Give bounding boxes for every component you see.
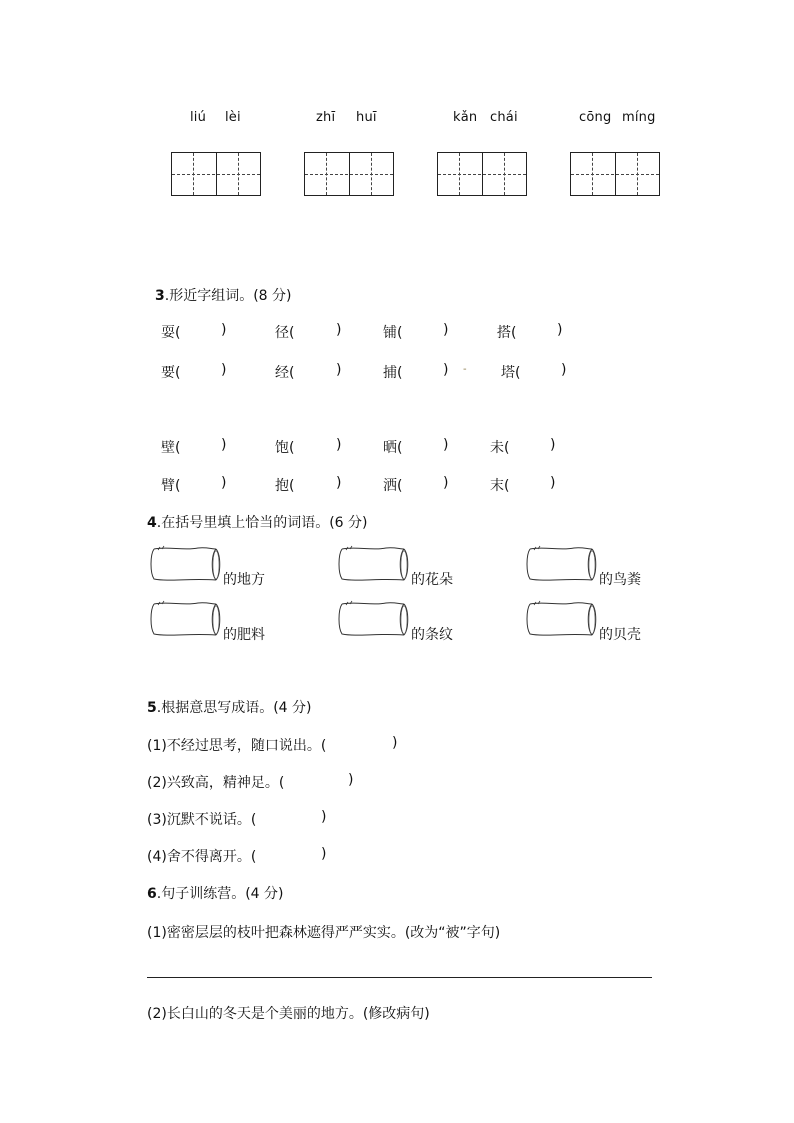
- pinyin-4a: cōng: [579, 110, 612, 125]
- q5-number: 5: [147, 700, 157, 716]
- q3-char: 壁(: [161, 440, 181, 456]
- q3-char: 臂(: [161, 478, 181, 494]
- q3-char: 铺(: [383, 325, 403, 341]
- q3-char: 耍(: [161, 325, 181, 341]
- log-answer-box-3[interactable]: [524, 545, 598, 583]
- q5-item-2: (2)兴致高，精神足。(: [147, 775, 285, 791]
- q3-char: 搭(: [497, 325, 517, 341]
- q5-item-3: (3)沉默不说话。(: [147, 812, 257, 828]
- q4-item-3: 的鸟粪: [599, 572, 641, 588]
- log-answer-box-1[interactable]: [148, 545, 222, 583]
- q5-item-1: (1)不经过思考，随口说出。(: [147, 738, 327, 754]
- q3-close: ): [336, 362, 342, 378]
- q4-number: 4: [147, 515, 157, 531]
- q3-close: ): [221, 475, 227, 491]
- q4-title: .在括号里填上恰当的词语。(6 分): [156, 515, 368, 531]
- q3-char: 末(: [490, 478, 510, 494]
- q3-close: ): [443, 322, 449, 338]
- q4-item-1: 的地方: [223, 572, 265, 588]
- q5-item-4-close: ): [321, 846, 327, 862]
- q6-title: .句子训练营。(4 分): [156, 886, 284, 902]
- q3-stray-mark: -: [463, 364, 467, 375]
- pinyin-3b: chái: [490, 110, 518, 125]
- pinyin-1a: liú: [190, 110, 207, 125]
- writing-grid-4[interactable]: [570, 152, 660, 196]
- q3-char: 捕(: [383, 365, 403, 381]
- q3-heading: [155, 285, 291, 305]
- q5-item-4: (4)舍不得离开。(: [147, 849, 257, 865]
- q3-close: ): [443, 437, 449, 453]
- log-answer-box-5[interactable]: [336, 600, 410, 638]
- q3-char: 塔(: [501, 365, 521, 381]
- q4-item-6: 的贝壳: [599, 627, 641, 643]
- q3-close: ): [550, 437, 556, 453]
- q3-close: ): [336, 322, 342, 338]
- q3-title: .形近字组词。(8 分): [164, 288, 292, 304]
- q4-heading: [147, 512, 367, 532]
- q6-sentence-2: (2)长白山的冬天是个美丽的地方。(修改病句): [147, 1006, 430, 1022]
- q3-char: 洒(: [383, 478, 403, 494]
- q6-heading: [147, 883, 283, 903]
- q3-number: 3: [155, 288, 165, 304]
- q5-item-2-close: ): [348, 772, 354, 788]
- q3-char: 径(: [275, 325, 295, 341]
- q3-char: 抱(: [275, 478, 295, 494]
- q4-item-4: 的肥料: [223, 627, 265, 643]
- q3-close: ): [443, 362, 449, 378]
- q5-item-3-close: ): [321, 809, 327, 825]
- pinyin-2a: zhī: [316, 110, 336, 125]
- q3-close: ): [221, 322, 227, 338]
- q3-close: ): [336, 437, 342, 453]
- log-answer-box-4[interactable]: [148, 600, 222, 638]
- pinyin-1b: lèi: [225, 110, 241, 125]
- pinyin-4b: míng: [622, 110, 656, 125]
- q3-close: ): [443, 475, 449, 491]
- q5-item-1-close: ): [392, 735, 398, 751]
- q3-char: 饱(: [275, 440, 295, 456]
- q6-number: 6: [147, 886, 157, 902]
- q3-close: ): [557, 322, 563, 338]
- log-answer-box-2[interactable]: [336, 545, 410, 583]
- q4-item-5: 的条纹: [411, 627, 453, 643]
- q3-close: ): [336, 475, 342, 491]
- writing-grid-1[interactable]: [171, 152, 261, 196]
- q3-close: ): [561, 362, 567, 378]
- q6-sentence-1: (1)密密层层的枝叶把森林遮得严严实实。(改为“被”字句): [147, 925, 501, 941]
- q3-char: 要(: [161, 365, 181, 381]
- q3-close: ): [550, 475, 556, 491]
- log-answer-box-6[interactable]: [524, 600, 598, 638]
- q4-item-2: 的花朵: [411, 572, 453, 588]
- q3-close: ): [221, 362, 227, 378]
- pinyin-3a: kǎn: [453, 110, 478, 125]
- q3-char: 晒(: [383, 440, 403, 456]
- q3-char: 经(: [275, 365, 295, 381]
- answer-line[interactable]: [147, 977, 652, 978]
- pinyin-2b: huī: [356, 110, 377, 125]
- q3-close: ): [221, 437, 227, 453]
- q5-title: .根据意思写成语。(4 分): [156, 700, 312, 716]
- q3-char: 未(: [490, 440, 510, 456]
- q5-heading: [147, 697, 311, 717]
- writing-grid-3[interactable]: [437, 152, 527, 196]
- writing-grid-2[interactable]: [304, 152, 394, 196]
